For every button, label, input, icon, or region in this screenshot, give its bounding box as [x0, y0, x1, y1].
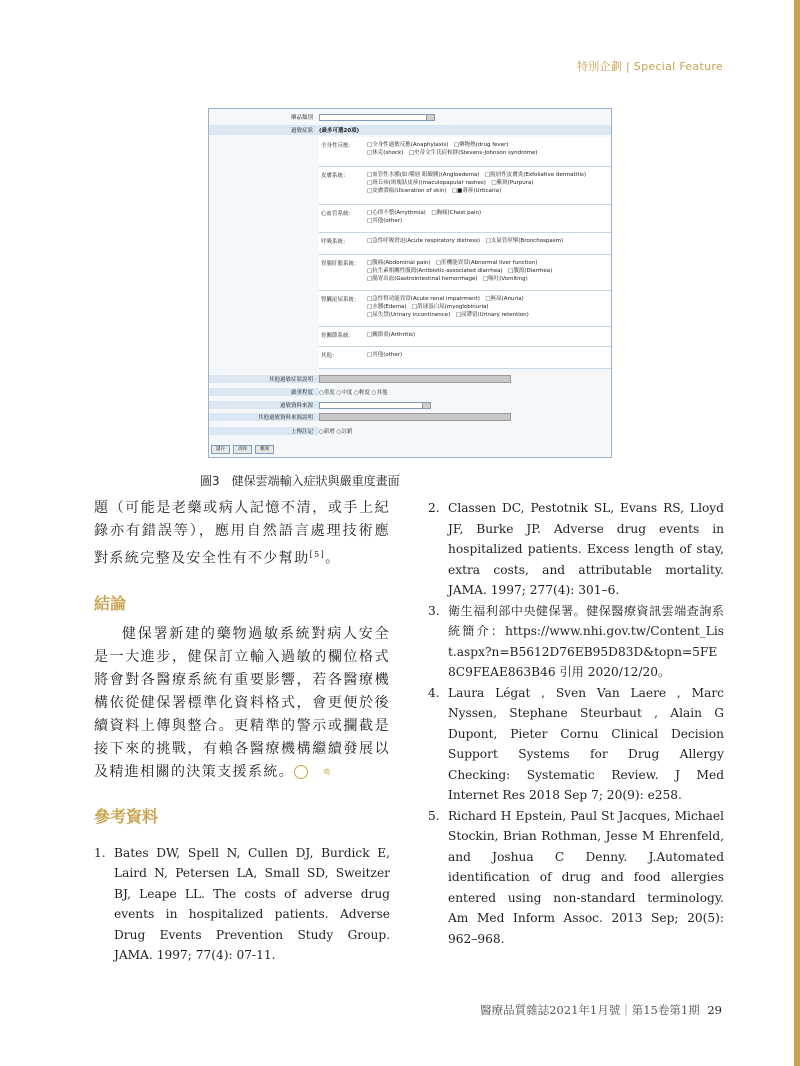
group-label: 骨關節系統：	[321, 333, 355, 339]
option-line[interactable]: □腸胃出血(Gastrointestinal hemorrhage) □嘔吐(Vomiting)	[367, 276, 528, 282]
reference-number: 4.	[428, 685, 440, 700]
group-label: 腎臟泌尿系統：	[321, 297, 360, 303]
reference-text: Laura Légat , Sven Van Laere , Marc Nyssen, Stephane Steurbaut , Alain G Dupont, Pieter Cornu Clinical Decision Support Systems for Drug Allergy Checking: Systematic Review. J Med Internet Res 2018 Sep 7; 20(9): e258.	[448, 685, 724, 802]
reference-list-right	[428, 498, 724, 949]
reference-number: 1.	[94, 845, 106, 860]
reference-item	[428, 601, 724, 683]
page-edge-bar	[794, 0, 800, 1066]
group-options[interactable]	[367, 209, 481, 225]
symptom-group	[319, 347, 611, 369]
option-line[interactable]: □腹痛(Abdominal pain) □肝機能異常(Abnormal liver function)	[367, 260, 538, 266]
upload-radios[interactable]: ○新增 ○註銷	[319, 429, 353, 435]
symptom-group	[319, 255, 611, 291]
reference-item	[94, 843, 390, 966]
group-label: 皮膚系統：	[321, 173, 349, 179]
option-line[interactable]: □關節炎(Arthritis)	[367, 332, 415, 338]
group-options[interactable]	[367, 237, 563, 245]
reference-item	[428, 806, 724, 950]
figure-caption: 圖3 健保雲端輸入症狀與嚴重度畫面	[200, 474, 400, 488]
running-header: 特別企劃 | Special Feature	[577, 60, 723, 73]
symptom-group	[319, 291, 611, 327]
option-line[interactable]: □抗生素相關性腹瀉(Antibiotic-associated diarrhea) □腹瀉(Diarrhea)	[367, 268, 553, 274]
option-line[interactable]: □其他(other)	[367, 218, 403, 224]
drug-category-label: 藥品類別	[290, 115, 313, 121]
clear-button[interactable]: 清除	[233, 445, 252, 454]
other-source-input[interactable]	[319, 413, 511, 421]
form-buttons	[209, 445, 274, 454]
page-footer	[480, 1002, 722, 1018]
group-options[interactable]	[367, 171, 586, 195]
source-select[interactable]	[319, 402, 431, 409]
reference-number: 5.	[428, 808, 440, 823]
other-symptom-label: 其他過敏症狀說明	[209, 375, 319, 383]
other-symptom-row	[209, 375, 611, 383]
upload-row	[209, 427, 611, 435]
group-label: 胃腸肝膽系統：	[321, 261, 360, 267]
group-options[interactable]	[367, 141, 537, 157]
end-seal-icon: 鳴	[294, 765, 308, 779]
reference-number: 3.	[428, 603, 440, 618]
option-line[interactable]: □皮膚潰瘍(Ulceration of skin) □■蕁疹(Urticaria)	[367, 188, 502, 194]
source-row	[209, 401, 611, 409]
reference-text: Richard H Epstein, Paul St Jacques, Michael Stockin, Brian Rothman, Jesse M Ehrenfeld, and Joshua C Denny. J.Automated identification of drug and food allergies entered using non-standard terminology. Am Med Inform Assoc. 2013 Sep; 20(5): 962–968.	[448, 808, 724, 946]
exit-button[interactable]: 離開	[255, 445, 274, 454]
group-options[interactable]	[367, 295, 529, 319]
group-label: 呼吸系統：	[321, 239, 349, 245]
upload-label: 上傳註記	[209, 427, 319, 435]
option-line[interactable]: □血管性水腫(如:嘴唇 眼瞼腫)(Angioedema) □脫屑性皮膚炎(Exfoliative dermatitis)	[367, 172, 587, 178]
symptom-group	[319, 167, 611, 205]
reference-text: Bates DW, Spell N, Cullen DJ, Burdick E, Laird N, Petersen LA, Small SD, Sweitzer BJ, Leape LL. The costs of adverse drug events in hospitalized patients. Adverse Drug Events Prevention Study Group. JAMA. 1997; 77(4): 07-11.	[114, 845, 390, 963]
reference-text: 衛生福利部中央健保署。健保醫療資訊雲端查詢系統簡介：https://www.nhi.gov.tw/Content_List.aspx?n=B5612D76EB95D83D&topn=5FE8C9FEAE863B46 引用 2020/12/20。	[448, 603, 724, 679]
drug-category-row	[209, 113, 611, 121]
save-button[interactable]: 儲存	[211, 445, 230, 454]
group-options[interactable]	[367, 351, 402, 359]
symptoms-label: 過敏症狀	[290, 128, 313, 134]
reference-item	[428, 498, 724, 601]
option-line[interactable]: □急性腎功能異常(Acute renal impairment) □無尿(Anuria)	[367, 296, 524, 302]
option-line[interactable]: □水腫(Edema) □肌球蛋白尿(myoglobinuria)	[367, 304, 489, 310]
group-label: 全身性反應：	[321, 143, 355, 149]
page-number: 29	[707, 1003, 722, 1017]
figure-screenshot	[208, 108, 612, 458]
conclusion-paragraph	[94, 623, 390, 784]
group-label: 心血管系統：	[321, 211, 355, 217]
group-options[interactable]	[367, 331, 415, 339]
option-line[interactable]: □全身性過敏反應(Anaphylaxis) □藥物熱(drug fever)	[367, 142, 509, 148]
reference-item	[428, 683, 724, 806]
drug-category-select[interactable]	[319, 114, 435, 121]
chevron-down-icon	[422, 403, 430, 408]
option-line[interactable]: □尿失禁(Urinary incontinence) □尿滯留(Urinary retention)	[367, 312, 529, 318]
group-label: 其他：	[321, 353, 338, 359]
severity-label: 嚴重程度	[209, 388, 319, 396]
option-line[interactable]: □休克(shock) □史蒂文生氏症候群(Stevens-Johnson syndrome)	[367, 150, 538, 156]
source-label: 過敏資料來源	[209, 401, 319, 409]
group-options[interactable]	[367, 259, 552, 283]
option-line[interactable]: □心律不整(Arrythmia) □胸痛(Chest pain)	[367, 210, 482, 216]
references-heading: 參考資料	[94, 806, 159, 826]
reference-text: Classen DC, Pestotnik SL, Evans RS, Lloyd JF, Burke JP. Adverse drug events in hospitalized patients. Excess length of stay, extra costs, and attributable mortality. JAMA. 1997; 277(4): 301–6.	[448, 501, 724, 597]
other-symptom-input[interactable]	[319, 375, 511, 383]
other-source-label: 其他過敏資料來源說明	[209, 413, 319, 421]
conclusion-heading: 結論	[94, 593, 127, 613]
other-source-row	[209, 413, 611, 421]
symptom-group	[319, 137, 611, 167]
journal-info: 醫療品質雜誌2021年1月號｜第15卷第1期	[480, 1003, 700, 1017]
severity-radios[interactable]: ○重度 ○中度 ○輕度 ○其他	[319, 390, 388, 396]
symptom-group	[319, 233, 611, 255]
severity-row	[209, 388, 611, 396]
reference-number: 2.	[428, 501, 440, 515]
conclusion-text: 健保署新建的藥物過敏系統對病人安全是一大進步，健保訂立輸入過敏的欄位格式將會對各醫療系統有重要影響，若各醫療機構依從健保署標準化資料格式，會更便於後續資料上傳與整合。更精準的警示或攔截是接下來的挑戰，有賴各醫療機構繼續發展以及精進相關的決策支援系統。	[94, 625, 390, 780]
option-line[interactable]: □其他(other)	[367, 352, 403, 358]
intro-paragraph	[94, 497, 390, 571]
intro-text: 題（可能是老藥或病人記憶不清，或手上紀錄亦有錯誤等），應用自然語言處理技術應對系統完整及安全性有不少幫助	[94, 500, 390, 567]
intro-end: 。	[325, 550, 341, 567]
symptom-group	[319, 205, 611, 233]
symptoms-hint: (最多可選20項)	[319, 128, 360, 134]
left-column	[94, 497, 390, 966]
symptoms-row	[209, 125, 611, 135]
citation: [5]	[309, 550, 326, 559]
reference-list-left	[94, 843, 390, 966]
option-line[interactable]: □急性呼吸窘迫(Acute respiratory distress) □支氣管痙攣(Bronchospasm)	[367, 238, 564, 244]
chevron-down-icon	[426, 115, 434, 120]
option-line[interactable]: □斑丘疹(斑塊狀皮疹)(maculopapular rashes) □紫斑(Purpura)	[367, 180, 534, 186]
symptom-group	[319, 327, 611, 347]
